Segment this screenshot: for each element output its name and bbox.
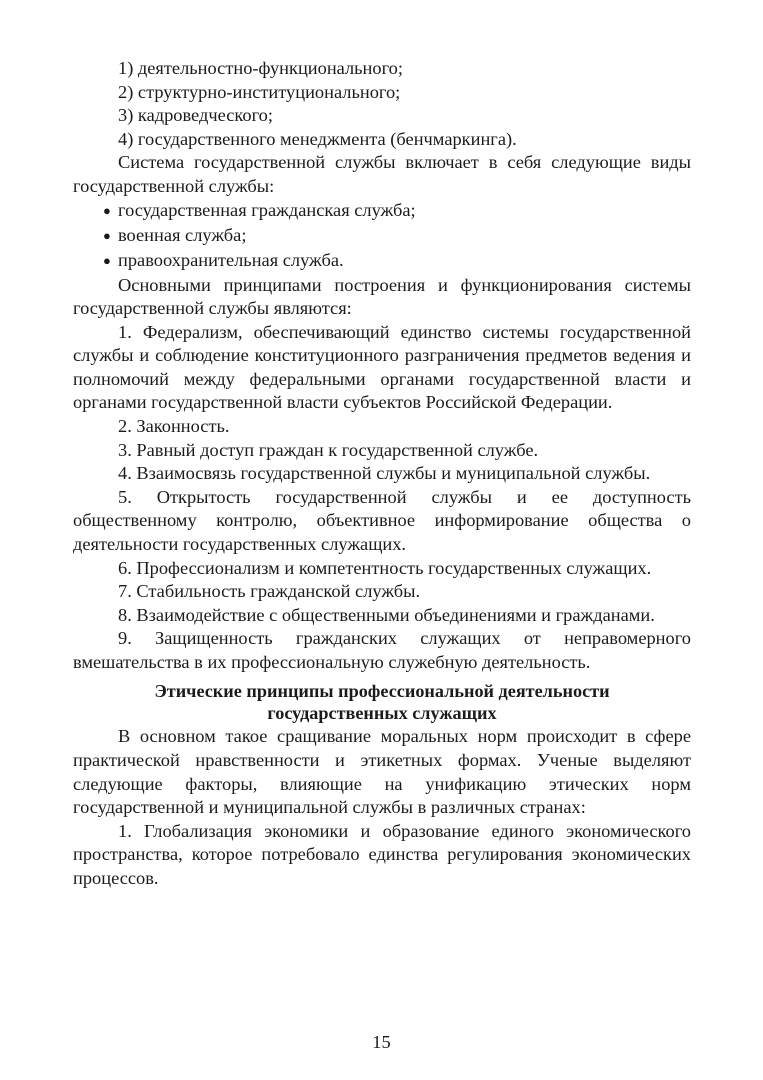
principle-item: 3. Равный доступ граждан к государственной службе.: [118, 439, 539, 460]
service-type-item: [73, 199, 691, 223]
system-intro-paragraph: Система государственной службы включает в себя следующие виды государственной службы:: [73, 152, 691, 196]
section-heading-line: Этические принципы профессиональной деятельности: [154, 680, 610, 701]
page-number: 15: [372, 1032, 391, 1052]
principle-item: 8. Взаимодействие с общественными объединениями и гражданами.: [118, 604, 655, 625]
principle-item: 1. Федерализм, обеспечивающий единство системы государственной службы и соблюдение конституционного разграничения предметов ведения и полномочий между федеральными органами государственной власти и органами государственной власти субъектов Российской Федерации.: [73, 321, 691, 413]
service-type-text: правоохранительная служба.: [118, 249, 344, 270]
section-paragraph: В основном такое сращивание моральных норм происходит в сфере практической нравственности и этикетных формах. Ученые выделяют следующие факторы, влияющие на унификацию этических норм государственной и муниципальной службы в различных странах:: [73, 726, 691, 818]
approach-item: 1) деятельностно-функционального;: [118, 58, 403, 78]
service-type-text: государственная гражданская служба;: [118, 199, 416, 220]
service-types-list: [73, 199, 691, 273]
bullet-icon: ●: [103, 202, 111, 218]
service-type-item: [73, 249, 691, 273]
principle-item: 6. Профессионализм и компетентность государственных служащих.: [118, 557, 652, 578]
section-heading-line: государственных служащих: [267, 703, 497, 724]
principles-list: [73, 321, 691, 675]
bullet-icon: ●: [103, 252, 111, 268]
service-type-item: [73, 224, 691, 248]
principle-item: 5. Открытость государственной службы и ее доступность общественному контролю, объективное информирование общества о деятельности государственных служащих.: [73, 486, 691, 555]
approach-item: 4) государственного менеджмента (бенчмаркинга).: [118, 128, 517, 149]
principles-intro-paragraph: Основными принципами построения и функционирования системы государственной службы являются:: [73, 274, 691, 319]
principle-item: 2. Законность.: [118, 416, 230, 437]
service-type-text: военная служба;: [118, 224, 247, 245]
approach-item: 3) кадроведческого;: [118, 105, 273, 126]
approaches-list: [73, 57, 691, 151]
approach-item: 2) структурно-институционального;: [118, 81, 401, 102]
principle-item: 9. Защищенность гражданских служащих от неправомерного вмешательства в их профессиональную служебную деятельность.: [73, 628, 691, 673]
principle-item: 4. Взаимосвязь государственной службы и муниципальной службы.: [118, 463, 651, 484]
section-heading: [73, 680, 691, 725]
section-paragraph: 1. Глобализация экономики и образование единого экономического пространства, которое потребовало единства регулирования экономических процессов.: [73, 820, 691, 888]
bullet-icon: ●: [103, 227, 111, 243]
page-body: [73, 57, 691, 891]
principle-item: 7. Стабильность гражданской службы.: [118, 581, 421, 602]
